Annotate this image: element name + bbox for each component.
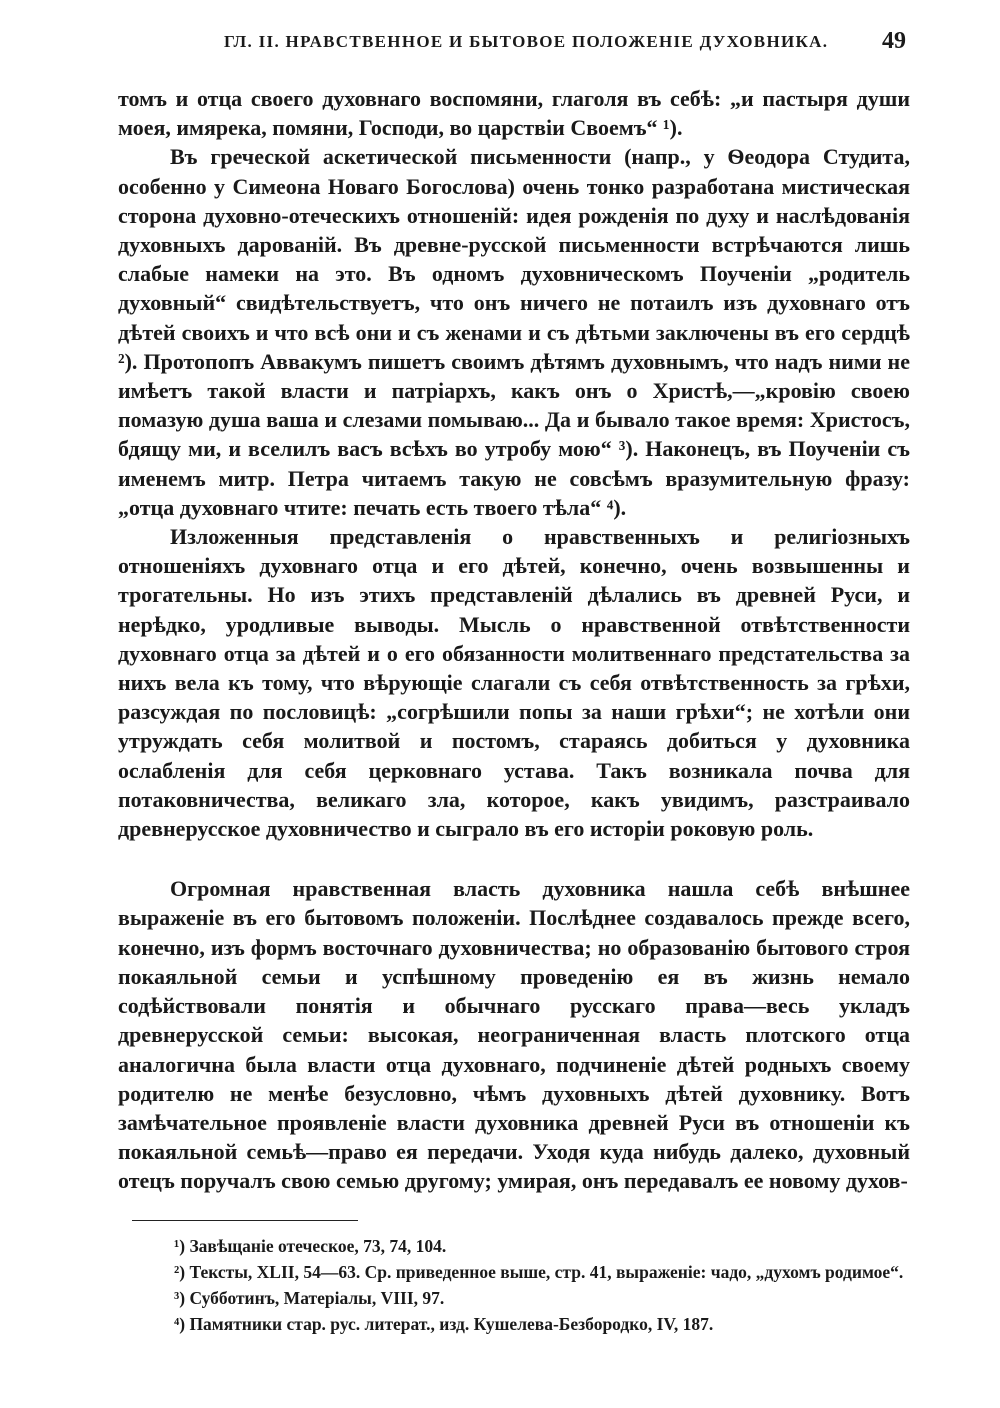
running-head bbox=[118, 28, 910, 68]
footnotes bbox=[118, 1233, 910, 1337]
book-page bbox=[118, 28, 910, 1337]
footnote: ¹) Завѣщаніе отеческое, 73, 74, 104. bbox=[174, 1235, 447, 1256]
paragraph: Изложенныя представленія о нравственныхъ и религіозныхъ отношеніяхъ духовнаго отца и его дѣтей, конечно, очень возвышенны и трогательны. Но изъ этихъ представленій дѣлались въ древней Руси, и нерѣдко, уродливые выводы. Мысль о нравственной отвѣтственности духовнаго отца за дѣтей и о его обязанности молитвеннаго предстательства за нихъ вела къ тому, что вѣрующіе слагали съ себя отвѣтственность за грѣхи, разсуждая по пословицѣ: „согрѣшили попы за наши грѣхи“; не хотѣли они утруждать себя молитвой и постомъ, стараясь добиться у духовника ослабленія для себя церковнаго устава. Такъ возникала почва для потаковничества, великаго зла, которое, какъ увидимъ, разстраивало древнерусское духовничество и сыграло въ его исторіи роковую роль. bbox=[118, 524, 910, 842]
chapter-title: ГЛ. II. НРАВСТВЕННОЕ И БЫТОВОЕ ПОЛОЖЕНІЕ ДУХОВНИКА. bbox=[224, 32, 829, 51]
main-text bbox=[118, 84, 910, 1196]
paragraph: Въ греческой аскетической письменности (напр., у Ѳеодора Студита, особенно у Симеона Новаго Богослова) очень тонко разработана мистическая сторона духовно-отеческихъ отношеній: идея рожденія по духу и наслѣдованія духовныхъ дарованій. Въ древне-русской письменности встрѣчаются лишь слабые намеки на это. Въ одномъ духовническомъ Поученіи „родитель духовный“ свидѣтельствуетъ, что онъ ничего не потаилъ изъ духовнаго отъ дѣтей своихъ и что всѣ они и съ женами и съ дѣтьми заключены въ его сердцѣ ²). Протопопъ Аввакумъ пишетъ своимъ дѣтямъ духовнымъ, что надъ ними не имѣетъ такой власти и патріархъ, какъ онъ о Христѣ,—„кровію своею помазую душа ваша и слезами помываю... Да и бывало такое время: Христосъ, бдящу ми, и вселилъ васъ всѣхъ во утробу мою“ ³). Наконецъ, въ Поученіи съ именемъ митр. Петра читаемъ такую не совсѣмъ вразумительную фразу: „отца духовнаго чтите: печать есть твоего тѣла“ ⁴). bbox=[118, 144, 910, 520]
footnote: ²) Тексты, XLII, 54—63. Ср. приведенное выше, стр. 41, выраженіе: чадо, „духомъ родимое“. bbox=[174, 1261, 904, 1282]
page-number: 49 bbox=[882, 28, 906, 54]
footnote: ³) Субботинъ, Матеріалы, VIII, 97. bbox=[174, 1287, 445, 1308]
footnote-divider bbox=[132, 1220, 358, 1221]
paragraph: Огромная нравственная власть духовника нашла себѣ внѣшнее выраженіе въ его бытовомъ положеніи. Послѣднее создавалось прежде всего, конечно, изъ формъ восточнаго духовничества; но образованію бытового строя покаяльной семьи и успѣшному проведенію ея въ жизнь немало содѣйствовали понятія и обычнаго русскаго права—весь укладъ древнерусской семьи: высокая, неограниченная власть плотского отца аналогична была власти отца духовнаго, подчиненіе дѣтей родныхъ своему родителю не менѣе безусловно, чѣмъ духовныхъ дѣтей духовнику. Вотъ замѣчательное проявленіе власти духовника древней Руси въ отношеніи къ покаяльной семьѣ—право ея передачи. Уходя куда нибудь далеко, духовный отецъ поручалъ свою семью другому; умирая, онъ передавалъ ее новому духов- bbox=[118, 876, 910, 1194]
footnote: ⁴) Памятники стар. рус. литерат., изд. Кушелева-Безбородко, IV, 187. bbox=[174, 1313, 714, 1334]
paragraph-continued: томъ и отца своего духовнаго воспомяни, глаголя въ себѣ: „и пастыря души моея, имярека, помяни, Господи, во царствіи Своемъ“ ¹). bbox=[118, 86, 910, 141]
